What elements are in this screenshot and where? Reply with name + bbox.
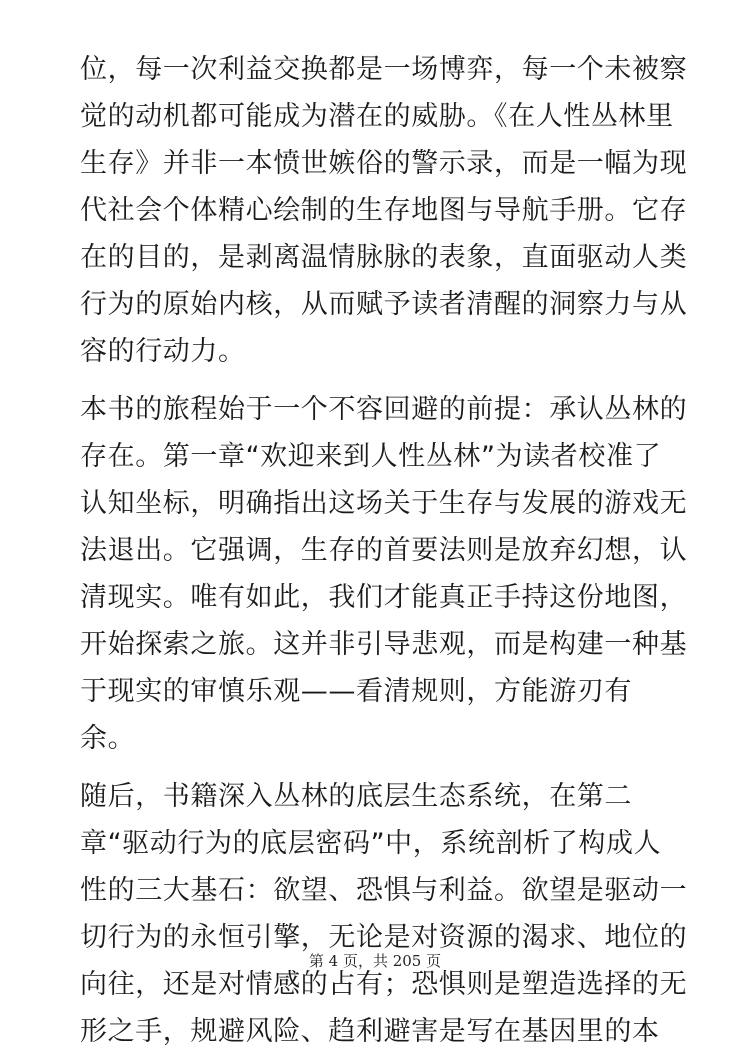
text-line: 位，每一次利益交换都是一场博弈，每一个未被察	[80, 54, 688, 85]
text-line: 在的目的，是剥离温情脉脉的表象，直面驱动人类	[80, 242, 688, 273]
text-line: 余。	[80, 723, 136, 754]
text-line: 形之手，规避风险、趋利避害是写在基因里的本	[80, 1016, 660, 1047]
text-line: 清现实。唯有如此，我们才能真正手持这份地图，	[80, 582, 688, 613]
text-line: 切行为的永恒引擎，无论是对资源的渴求、地位的	[80, 922, 688, 953]
page-number-footer: 第 4 页，共 205 页	[308, 952, 442, 970]
text-line: 生存》并非一本愤世嫉俗的警示录，而是一幅为现	[80, 148, 688, 179]
text-line: 性的三大基石：欲望、恐惧与利益。欲望是驱动一	[80, 875, 688, 906]
text-line: 存在。第一章“欢迎来到人性丛林”为读者校准了	[80, 441, 662, 472]
text-line: 向往，还是对情感的占有；恐惧则是塑造选择的无	[80, 969, 688, 1000]
text-line: 于现实的审慎乐观——看清规则，方能游刃有	[80, 676, 632, 707]
text-line: 容的行动力。	[80, 336, 246, 367]
text-line: 本书的旅程始于一个不容回避的前提：承认丛林的	[80, 394, 688, 425]
text-line: 章“驱动行为的底层密码”中，系统剖析了构成人	[80, 828, 662, 859]
text-line: 认知坐标，明确指出这场关于生存与发展的游戏无	[80, 488, 688, 519]
text-line: 行为的原始内核，从而赋予读者清醒的洞察力与从	[80, 289, 688, 320]
text-line: 开始探索之旅。这并非引导悲观，而是构建一种基	[80, 629, 688, 660]
text-line: 代社会个体精心绘制的生存地图与导航手册。它存	[80, 195, 688, 226]
text-line: 觉的动机都可能成为潜在的威胁。《在人性丛林里	[80, 101, 674, 132]
body-text	[80, 46, 688, 1055]
paragraph-3	[80, 773, 688, 1055]
text-line: 法退出。它强调，生存的首要法则是放弃幻想，认	[80, 535, 688, 566]
paragraph-2	[80, 386, 688, 762]
paragraph-1	[80, 46, 688, 375]
text-line: 随后，书籍深入丛林的底层生态系统，在第二	[80, 781, 632, 812]
